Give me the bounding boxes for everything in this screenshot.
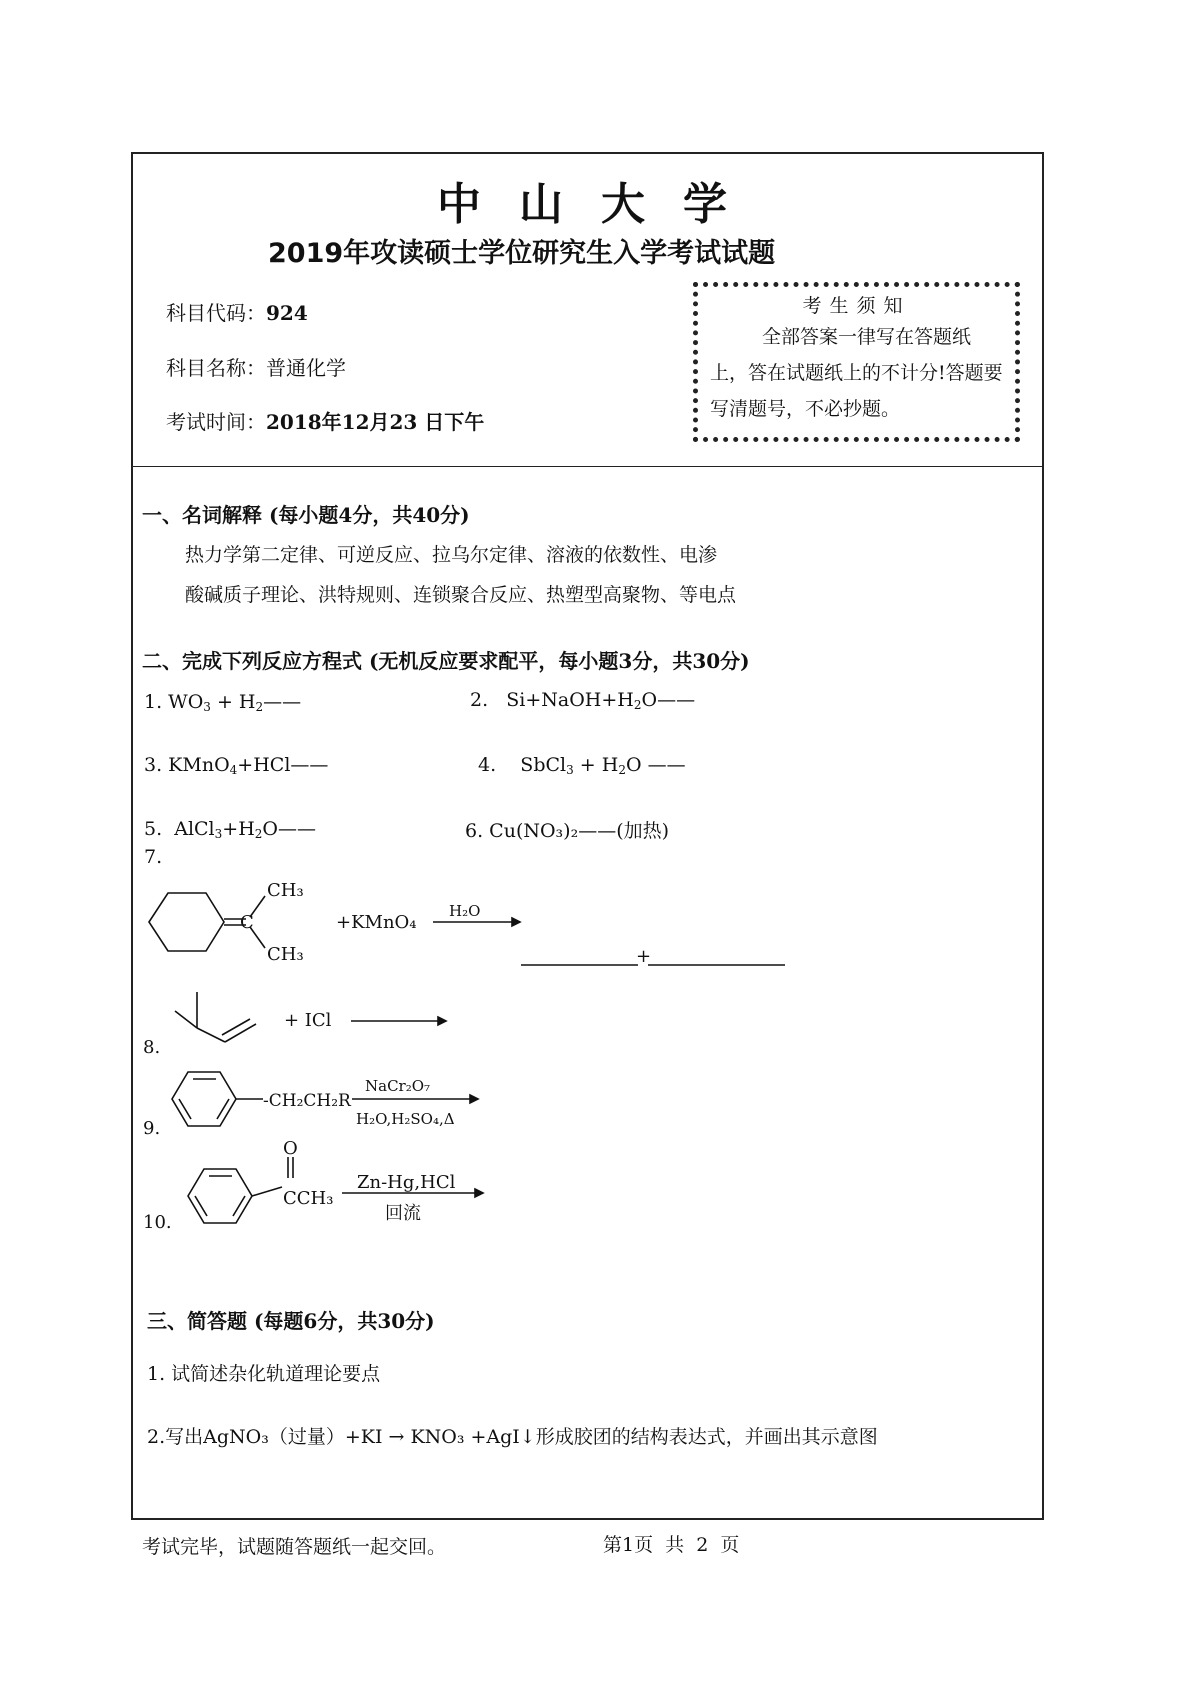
q7-plus: +	[636, 946, 652, 967]
equation-4-number: 4.	[478, 754, 497, 776]
equation-6: 6. Cu(NO₃)₂——(加热)	[465, 820, 670, 842]
q8-number: 8.	[143, 1037, 161, 1058]
notice-heading: 考生须知	[802, 295, 911, 317]
notice-text: 全部答案一律写在答题纸上，答在试题纸上的不计分!答题要写清题号，不必抄题。	[710, 326, 1003, 420]
q7-condition: H₂O	[449, 902, 481, 920]
q7-c-label: C	[240, 912, 254, 933]
section1-heading: 一、名词解释 (每小题4分，共40分)	[142, 503, 470, 527]
q10-number: 10.	[143, 1212, 172, 1233]
q9-benzene-inner-2	[217, 1099, 229, 1119]
q7-ch3-top: CH₃	[267, 880, 304, 901]
q10-arrowhead	[475, 1189, 483, 1197]
q10-bond	[252, 1187, 282, 1196]
section2-heading: 二、完成下列反应方程式 (无机反应要求配平，每小题3分，共30分)	[142, 649, 750, 673]
equation-4: 4. SbCl$_3$ + $H_2O$ ——	[478, 754, 686, 777]
q10-benzene-inner-2	[233, 1196, 245, 1216]
equation-5-number: 5.	[144, 818, 163, 840]
q8-double-bond-a	[225, 1024, 256, 1042]
q9-substituent: -CH₂CH₂R	[263, 1091, 351, 1111]
q10-acetyl: CCH₃	[283, 1188, 334, 1209]
equation-1-number: 1.	[144, 691, 163, 713]
q10-reagent-top: Zn-Hg,HCl	[357, 1172, 456, 1193]
q10-oxygen: O	[283, 1138, 298, 1159]
exam-title: 2019年攻读硕士学位研究生入学考试试题	[268, 238, 776, 269]
equation-2-number: 2.	[470, 689, 489, 711]
q8-bond-3	[197, 1028, 225, 1042]
q8-bond-1	[175, 1011, 197, 1028]
university-name: 中山大学	[437, 179, 765, 230]
q9-benzene-inner-3	[179, 1099, 191, 1119]
q8-double-bond-b	[222, 1019, 250, 1035]
q8-arrowhead	[438, 1017, 446, 1025]
equation-3-number: 3.	[144, 754, 163, 776]
q7-reagent: +KMnO₄	[336, 912, 417, 933]
subject-name-value: 普通化学	[266, 356, 346, 380]
equation-1: 1. $WO_3$ + $H_2——$	[144, 691, 302, 714]
q9-reagent-bottom: H₂O,H₂SO₄,Δ	[356, 1110, 455, 1128]
q9-arrowhead	[470, 1095, 478, 1103]
section3-heading: 三、简答题 (每题6分，共30分)	[147, 1309, 435, 1333]
q9-reagent-top: NaCr₂O₇	[365, 1077, 431, 1095]
exam-time-label: 考试时间：	[166, 410, 266, 434]
equation-3: 3. KMnO$_4$+HCl——	[144, 754, 329, 777]
exam-time-value: 2018年12月23 日下午	[266, 410, 485, 434]
footer-note: 考试完毕，试题随答题纸一起交回。	[142, 1536, 447, 1558]
q10-benzene-ring	[188, 1169, 252, 1223]
section3-question-1: 1. 试简述杂化轨道理论要点	[147, 1363, 381, 1385]
q9-number: 9.	[143, 1118, 161, 1139]
equation-5: 5. $AlCl_3+H_2O——$	[144, 818, 316, 841]
q10-reagent-bottom: 回流	[385, 1203, 421, 1224]
page-number: 第1页 共 2 页	[603, 1534, 740, 1556]
q7-ch3-bottom: CH₃	[267, 944, 304, 965]
section3-question-2: 2.写出AgNO₃（过量）+KI → KNO₃ +AgI↓形成胶团的结构表达式，并画出其示意图	[147, 1426, 878, 1448]
q8-reagent: + ICl	[284, 1010, 332, 1031]
section1-terms-line1: 热力学第二定律、可逆反应、拉乌尔定律、溶液的依数性、电渗	[185, 544, 718, 566]
equation-2: 2. $Si+NaOH+H_2O——$	[470, 689, 696, 712]
subject-code-value: 924	[266, 301, 308, 325]
q9-benzene-ring	[172, 1072, 236, 1126]
q10-benzene-inner-3	[195, 1196, 207, 1216]
q7-arrowhead	[512, 918, 520, 926]
equation-7-number: 7.	[144, 846, 163, 868]
section1-terms-line2: 酸碱质子理论、洪特规则、连锁聚合反应、热塑型高聚物、等电点	[185, 584, 737, 606]
subject-name-label: 科目名称：	[166, 356, 266, 380]
subject-code-label: 科目代码：	[166, 301, 266, 325]
q7-cyclohexane-ring	[149, 893, 224, 951]
